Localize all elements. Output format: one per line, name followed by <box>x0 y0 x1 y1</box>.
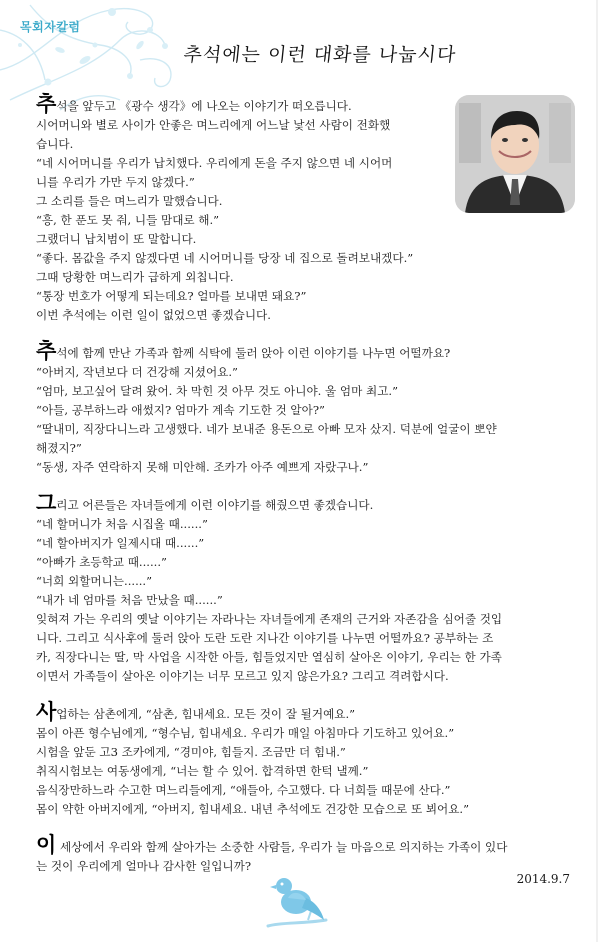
paragraph-1 <box>36 92 580 325</box>
text-line: 석을 앞두고 《광수 생각》에 나오는 이야기가 떠오릅니다. <box>56 99 352 113</box>
text-line: 카, 직장다니는 딸, 막 사업을 시작한 아들, 힘들었지만 열심히 살아온 이야기, 우리는 한 가족 <box>36 650 502 664</box>
text-line: 몸이 약한 아버지에게, “아버지, 힘내세요. 내년 추석에도 건강한 모습으로 또 뵈어요.” <box>36 802 470 816</box>
text-line: 는 것이 우리에게 얼마나 감사한 일입니까? <box>36 859 252 873</box>
text-line: “내가 네 엄마를 처음 만났을 때......” <box>36 593 223 607</box>
text-line: 음식장만하느라 수고한 며느리들에게, “애들아, 수고했다. 다 너희들 때문에 산다.” <box>36 783 451 797</box>
dropcap: 이 <box>36 833 57 857</box>
text-line: 석에 함께 만난 가족과 함께 식탁에 둘러 앉아 이런 이야기를 나누면 어떨까요? <box>56 346 451 360</box>
dropcap: 사 <box>36 700 57 724</box>
text-line: 세상에서 우리와 함께 살아가는 소중한 사람들, 우리가 늘 마음으로 의지하는 가족이 있다 <box>56 840 508 854</box>
text-line: 니다. 그리고 식사후에 둘러 앉아 도란 도란 지나간 이야기를 나누면 어떨까요? 공부하는 조 <box>36 631 494 645</box>
text-line: “아버지, 작년보다 더 건강해 지셨어요.” <box>36 365 238 379</box>
text-line: “네 할아버지가 일제시대 때......” <box>36 536 205 550</box>
section-label: 목회자칼럼 <box>20 20 81 34</box>
text-line: “흥, 한 푼도 못 줘, 니들 맘대로 해.” <box>36 213 220 227</box>
paragraph-4 <box>36 700 580 819</box>
dropcap: 추 <box>36 92 57 116</box>
text-line: “동생, 자주 연락하지 못해 미안해. 조카가 아주 예쁘게 자랐구나.” <box>36 460 369 474</box>
text-line: “통장 번호가 어떻게 되는데요? 얼마를 보내면 돼요?” <box>36 289 307 303</box>
text-line: 그때 당황한 며느리가 급하게 외칩니다. <box>36 270 234 284</box>
text-line: 몸이 아픈 형수님에게, “형수님, 힘내세요. 우리가 매일 아침마다 기도하고 있어요.” <box>36 726 455 740</box>
text-line: 취직시험보는 여동생에게, “너는 할 수 있어. 합격하면 한턱 낼께.” <box>36 764 369 778</box>
text-line: “너희 외할머니는......” <box>36 574 153 588</box>
text-line: 그랬더니 납치범이 또 말합니다. <box>36 232 197 246</box>
text-line: “아들, 공부하느라 애썼지? 엄마가 계속 기도한 것 알아?” <box>36 403 325 417</box>
text-line: 해졌지?” <box>36 441 82 455</box>
text-line: “좋다. 몸값을 주지 않겠다면 네 시어머니를 당장 네 집으로 돌려보내겠다.” <box>36 251 414 265</box>
text-line: “네 시어머니를 우리가 납치했다. 우리에게 돈을 주지 않으면 네 시어머 <box>36 156 393 170</box>
text-line: “아빠가 초등학교 때......” <box>36 555 167 569</box>
column-body <box>36 92 580 893</box>
text-line: “네 할머니가 처음 시집올 때......” <box>36 517 208 531</box>
text-line: 리고 어른들은 자녀들에게 이런 이야기를 해줬으면 좋겠습니다. <box>56 498 374 512</box>
text-line: 이번 추석에는 이런 일이 없었으면 좋겠습니다. <box>36 308 271 322</box>
text-line: 그 소리를 들은 며느리가 말했습니다. <box>36 194 223 208</box>
text-line: “딸내미, 직장다니느라 고생했다. 네가 보내준 용돈으로 아빠 모자 샀지. 덕분에 얼굴이 뽀얀 <box>36 422 497 436</box>
page-edge-divider <box>596 0 598 942</box>
text-line: 잊혀져 가는 우리의 옛날 이야기는 자라나는 자녀들에게 존재의 근거와 자존감을 심어줄 것입 <box>36 612 503 626</box>
text-line: 니를 우리가 가만 두지 않겠다.” <box>36 175 195 189</box>
dropcap: 추 <box>36 339 57 363</box>
text-line: 이면서 가족들이 살아온 이야기는 너무 모르고 있지 않은가요? 그리고 격려합시다. <box>36 669 449 683</box>
text-line: 시험을 앞둔 고3 조카에게, “경미야, 힘들지. 조금만 더 힘내.” <box>36 745 346 759</box>
publish-date: 2014.9.7 <box>516 872 570 886</box>
text-line: 습니다. <box>36 137 74 151</box>
text-line: 업하는 삼촌에게, “삼촌, 힘내세요. 모든 것이 잘 될거예요.” <box>56 707 356 721</box>
paragraph-2 <box>36 339 580 477</box>
text-line: “엄마, 보고싶어 달려 왔어. 차 막힌 것 아무 것도 아니야. 울 엄마 최고.” <box>36 384 399 398</box>
paragraph-3 <box>36 491 580 686</box>
dropcap: 그 <box>36 491 57 515</box>
text-line: 시어머니와 별로 사이가 안좋은 며느리에게 어느날 낯선 사람이 전화했 <box>36 118 391 132</box>
bluebird-icon <box>262 868 332 934</box>
page-title: 추석에는 이런 대화를 나눕시다 <box>182 44 458 66</box>
